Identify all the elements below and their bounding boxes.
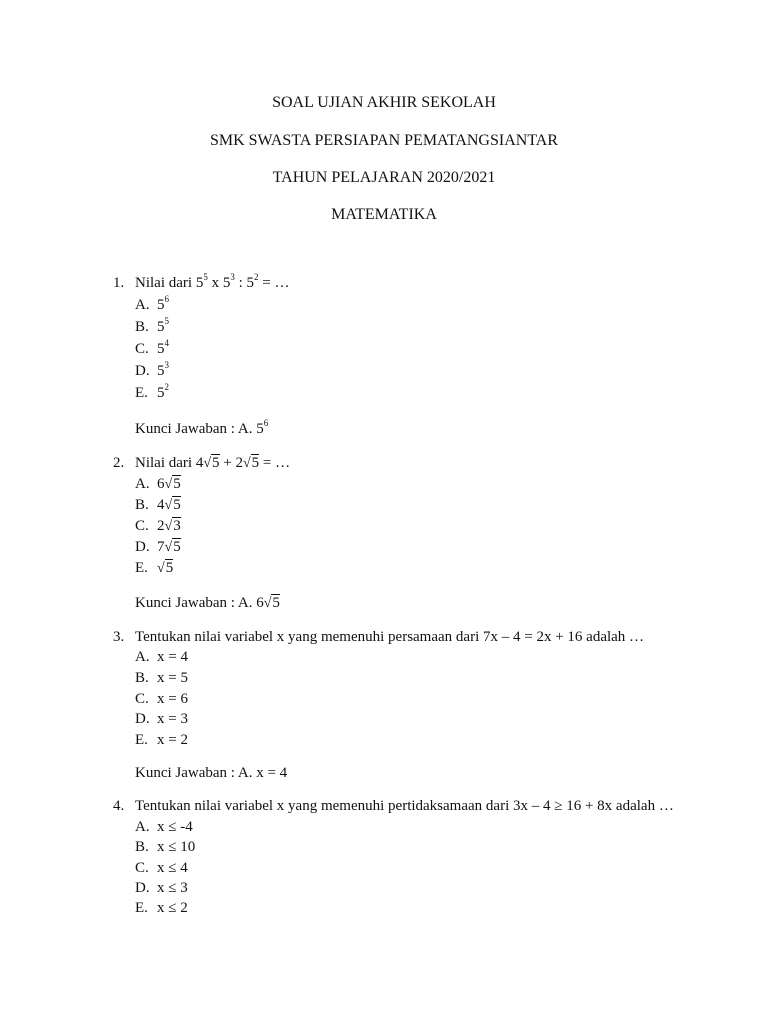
question-number: 3. [113,629,125,645]
subject-title: MATEMATIKA [331,206,437,223]
radical: √5 [242,455,260,471]
question-number: 2. [113,455,125,471]
option-c: C. x ≤ 4 [135,860,188,876]
option-d: D. x = 3 [135,711,188,727]
option-b: B. $5^5$ [135,316,169,335]
option-a: A. x ≤ -4 [135,819,193,835]
option-e: E. x ≤ 2 [135,900,188,916]
option-a: A. $5^6$ [135,294,169,313]
option-b: B. x = 5 [135,670,188,686]
question-text: Nilai dari 4√5 + 2√5 = … [135,455,291,471]
question-number: 1. [113,275,125,291]
option-d: D. x ≤ 3 [135,880,188,896]
question-text: Tentukan nilai variabel x yang memenuhi persamaan dari 7x – 4 = 2x + 16 adalah … [135,629,645,645]
option-b: B. x ≤ 10 [135,839,196,855]
answer-key: Kunci Jawaban : A. $5^6$ [135,418,269,437]
question-number: 4. [113,798,125,814]
school-name: SMK SWASTA PERSIAPAN PEMATANGSIANTAR [209,132,559,149]
option-d: D. 7√5 [135,539,181,555]
option-b: B. 4√5 [135,497,181,513]
exam-title: SOAL UJIAN AKHIR SEKOLAH [272,94,496,111]
radical: √5 [203,455,220,471]
answer-key: Kunci Jawaban : A. x = 4 [135,765,288,781]
option-d: D. $5^3$ [135,360,169,379]
answer-key: Kunci Jawaban : A. 6√5 [135,595,280,611]
option-c: C. 2√3 [135,518,181,534]
option-e: E. x = 2 [135,732,188,748]
question-text: Nilai dari $5^5$ x $5^3$ : $5^2$ = … [135,272,290,291]
option-a: A. 6√5 [135,476,181,492]
academic-year: TAHUN PELAJARAN 2020/2021 [272,169,496,186]
option-e: E. √5 [135,560,174,576]
option-c: C. x = 6 [135,691,188,707]
question-text: Tentukan nilai variabel x yang memenuhi pertidaksamaan dari 3x – 4 ≥ 16 + 8x adalah … [135,798,674,814]
option-e: E. $5^2$ [135,382,169,401]
option-c: C. $5^4$ [135,338,169,357]
option-a: A. x = 4 [135,649,188,665]
